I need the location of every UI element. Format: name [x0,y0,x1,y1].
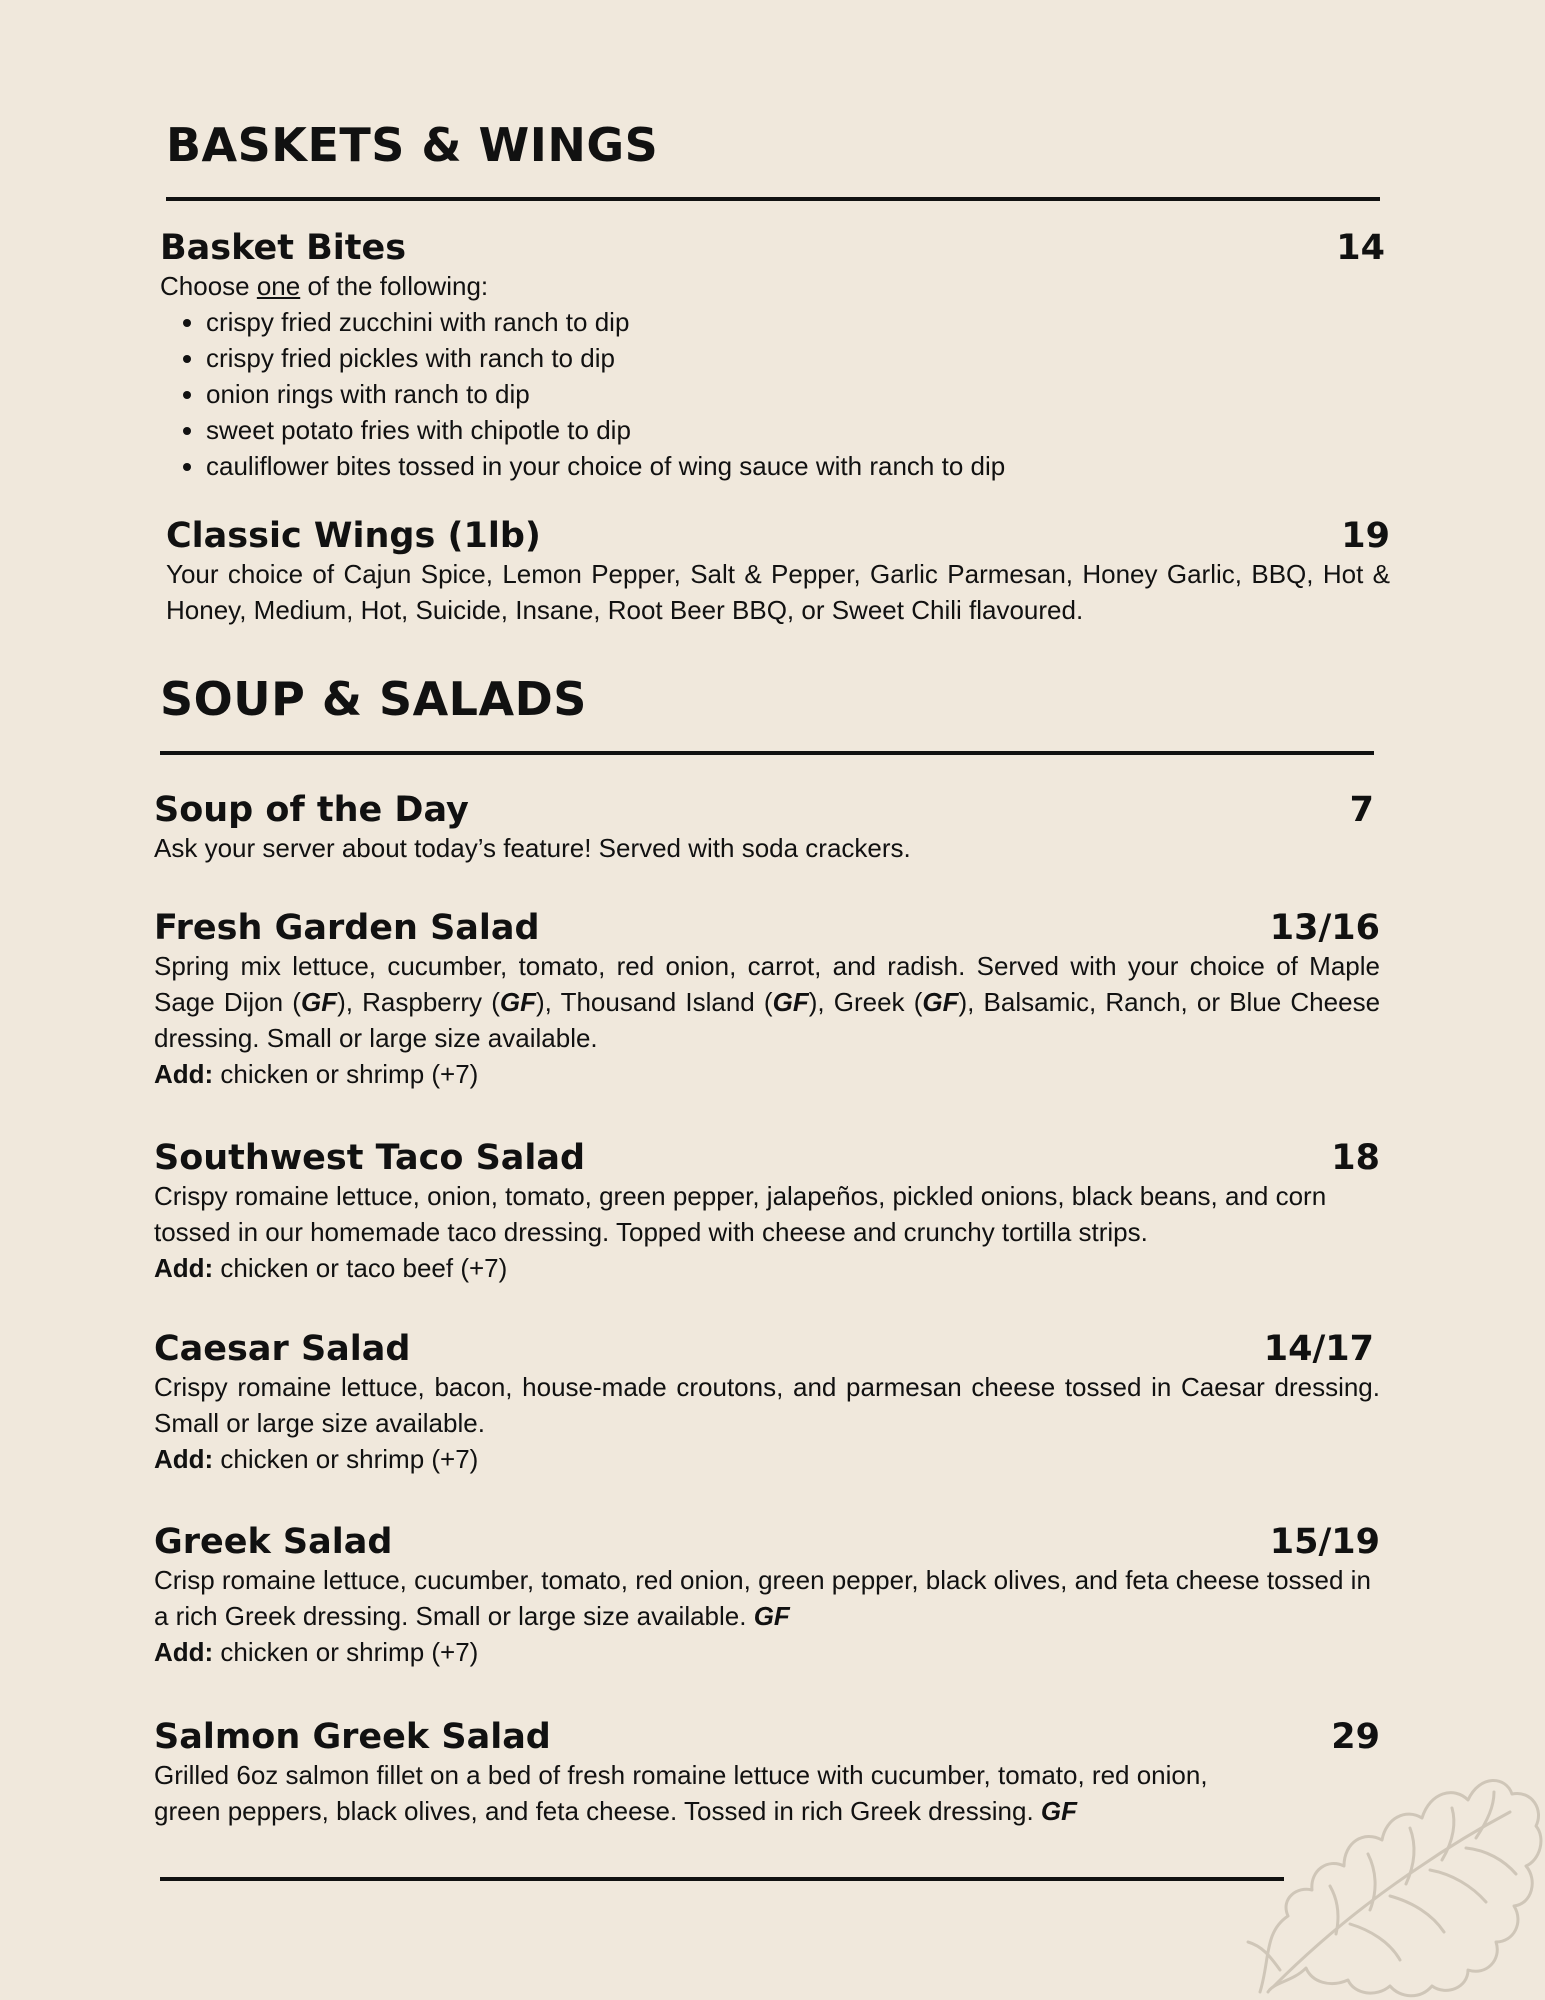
choices-list [160,304,1385,484]
item-description: Crispy romaine lettuce, bacon, house-made croutons, and parmesan cheese tossed in Caesar dressing. Small or large size available. [154,1372,1380,1438]
menu-item-classic-wings [166,516,1390,628]
item-description: Spring mix lettuce, cucumber, tomato, red onion, carrot, and radish. Served with your choice of Maple Sage Dijon (GF), Raspberry (GF), Thousand Island (GF), Greek (GF), Balsamic, Ranch, or Blue Cheese dressing. Small or large size available. [154,951,1381,1053]
menu-item-fresh-garden-salad [154,908,1380,1092]
section-title-soup-salads: SOUP & SALADS [160,672,587,726]
gf-badge: GF [499,987,536,1017]
menu-item-greek-salad [154,1522,1380,1670]
item-name: Fresh Garden Salad [154,908,540,948]
list-item: • sweet potato fries with chipotle to dip [206,412,1385,448]
list-item: • crispy fried pickles with ranch to dip [206,340,1385,376]
item-price: 19 [1341,516,1390,556]
item-price: 29 [1331,1717,1380,1757]
item-description: Grilled 6oz salmon fillet on a bed of fresh romaine lettuce with cucumber, tomato, red onion, green peppers, black olives, and feta cheese. Tossed in rich Greek dressing. GF [154,1760,1208,1826]
item-name: Greek Salad [154,1522,393,1562]
list-item: • crispy fried zucchini with ranch to dip [206,304,1385,340]
gf-badge: GF [753,1601,790,1631]
list-item: • cauliflower bites tossed in your choice of wing sauce with ranch to dip [206,448,1385,484]
menu-item-caesar-salad [154,1329,1380,1477]
gf-badge: GF [922,987,959,1017]
gf-badge: GF [1040,1796,1078,1826]
item-name: Southwest Taco Salad [154,1138,586,1178]
item-description: Crisp romaine lettuce, cucumber, tomato, red onion, green pepper, black olives, and feta cheese tossed in a rich Greek dressing. Small or large size available. GF [154,1565,1371,1631]
menu-item-salmon-greek-salad [154,1717,1380,1829]
bottom-divider [160,1877,1284,1881]
section-divider [166,197,1380,201]
item-name: Classic Wings (1lb) [166,516,541,556]
item-price: 14 [1336,228,1385,268]
item-name: Caesar Salad [154,1329,411,1369]
gf-badge: GF [772,987,809,1017]
item-price: 15/19 [1269,1522,1380,1562]
item-price: 14/17 [1263,1329,1374,1369]
section-divider [160,751,1374,755]
add-on-line: Add: chicken or shrimp (+7) [154,1444,479,1474]
add-on-line: Add: chicken or taco beef (+7) [154,1253,508,1283]
list-item: • onion rings with ranch to dip [206,376,1385,412]
menu-item-southwest-taco-salad [154,1138,1380,1286]
item-name: Salmon Greek Salad [154,1717,551,1757]
item-price: 18 [1331,1138,1380,1178]
section-title-baskets-wings: BASKETS & WINGS [166,118,659,172]
item-price: 7 [1349,790,1374,830]
item-description: Your choice of Cajun Spice, Lemon Pepper, Salt & Pepper, Garlic Parmesan, Honey Garlic, BBQ, Hot & Honey, Medium, Hot, Suicide, Insane, Root Beer BBQ, or Sweet Chili flavoured. [166,559,1390,625]
item-description: Crispy romaine lettuce, onion, tomato, green pepper, jalapeños, pickled onions, black beans, and corn tossed in our homemade taco dressing. Topped with cheese and crunchy tortilla strips. [154,1181,1327,1247]
item-price: 13/16 [1269,908,1380,948]
item-description: Ask your server about today’s feature! Served with soda crackers. [154,833,911,863]
item-name: Basket Bites [160,228,407,268]
lettuce-leaf-icon [1240,1720,1545,2000]
item-name: Soup of the Day [154,790,469,830]
menu-item-soup-of-the-day [154,790,1380,866]
add-on-line: Add: chicken or shrimp (+7) [154,1059,479,1089]
menu-item-basket-bites [160,228,1385,484]
add-on-line: Add: chicken or shrimp (+7) [154,1637,479,1667]
item-intro: Choose one of the following: [160,271,489,301]
gf-badge: GF [300,987,338,1017]
